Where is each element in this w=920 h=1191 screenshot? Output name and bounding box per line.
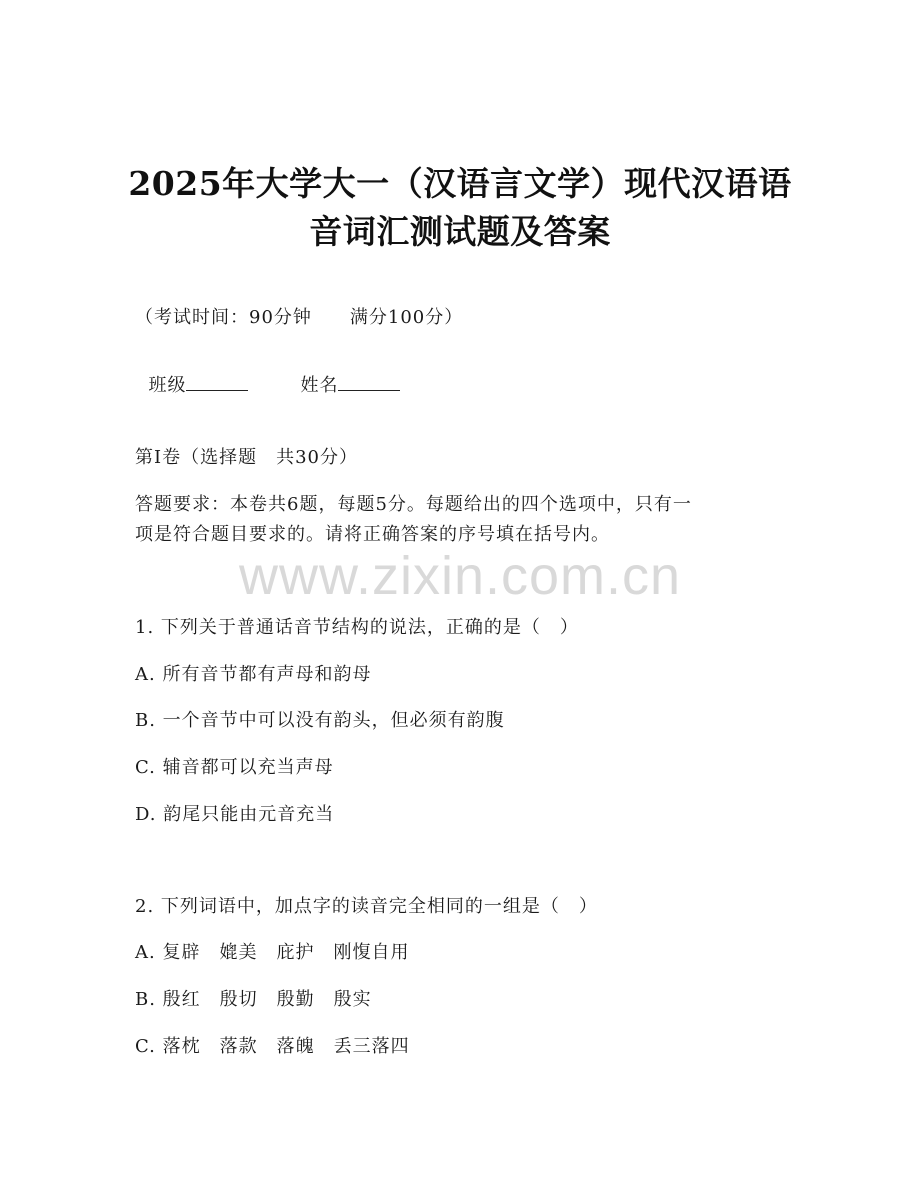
question-1-stem: 1. 下列关于普通话音节结构的说法，正确的是（ ）	[135, 617, 579, 638]
title-line-1: 2025年大学大一（汉语言文学）现代汉语语	[128, 164, 792, 203]
class-blank[interactable]	[186, 372, 248, 391]
instructions-line-1: 答题要求：本卷共6题，每题5分。每题给出的四个选项中，只有一	[135, 494, 692, 515]
section-heading: 第Ⅰ卷（选择题 共30分）	[135, 447, 359, 468]
question-2-option-a: A. 复辟 媲美 庇护 刚愎自用	[135, 942, 410, 963]
name-blank[interactable]	[338, 372, 400, 391]
question-1-option-c: C. 辅音都可以充当声母	[135, 757, 334, 778]
title-line-2: 音词汇测试题及答案	[309, 212, 611, 251]
exam-info: （考试时间：90分钟 满分100分）	[135, 307, 464, 328]
question-1-option-d: D. 韵尾只能由元音充当	[135, 804, 335, 825]
question-2-stem: 2. 下列词语中，加点字的读音完全相同的一组是（ ）	[135, 896, 598, 917]
question-2-option-b: B. 殷红 殷切 殷勤 殷实	[135, 989, 372, 1010]
question-1-option-a: A. 所有音节都有声母和韵母	[135, 664, 372, 685]
question-1-option-b: B. 一个音节中可以没有韵头，但必须有韵腹	[135, 710, 505, 731]
name-label: 姓名	[300, 375, 339, 396]
question-2-option-c: C. 落枕 落款 落魄 丢三落四	[135, 1036, 410, 1057]
watermark: www.zixin.com.cn	[238, 546, 682, 606]
student-info-row	[135, 350, 400, 397]
instructions-line-2: 项是符合题目要求的。请将正确答案的序号填在括号内。	[135, 524, 610, 545]
class-label: 班级	[148, 375, 187, 396]
